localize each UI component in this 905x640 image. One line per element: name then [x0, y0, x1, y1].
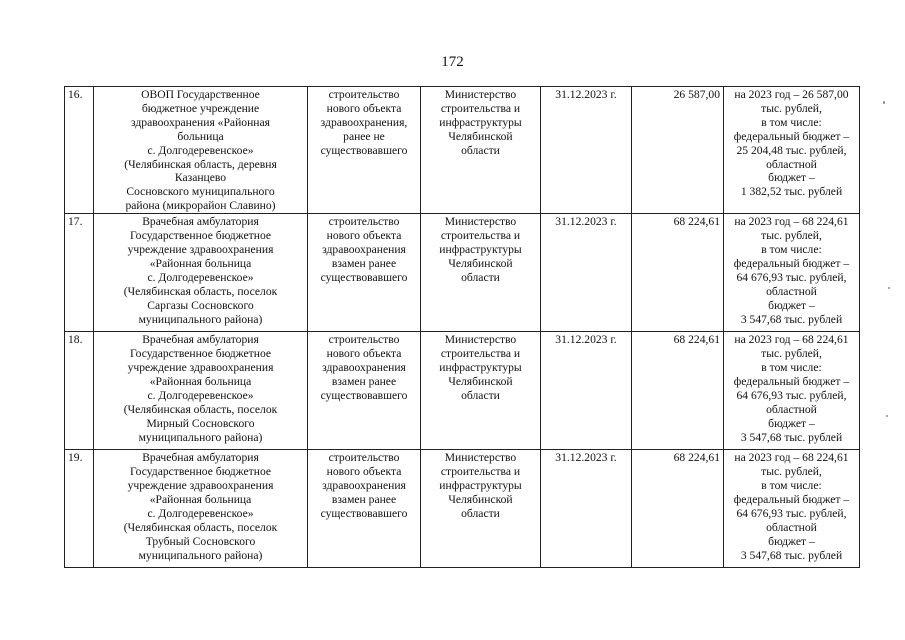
budget-breakdown-cell: на 2023 год – 68 224,61 тыс. рублей, в том числе: федеральный бюджет – 64 676,93 тыс. рублей, областной бюджет – 3 547,68 тыс. рублей	[724, 450, 860, 568]
responsible-ministry-cell: Министерство строительства и инфраструктуры Челябинской области	[421, 450, 541, 568]
scan-speck	[886, 415, 888, 417]
table-row	[65, 214, 860, 332]
deadline-date-cell: 31.12.2023 г.	[541, 214, 632, 332]
amount-cell: 68 224,61	[632, 214, 724, 332]
table-row	[65, 332, 860, 450]
deadline-date-cell: 31.12.2023 г.	[541, 87, 632, 214]
row-number-cell: 16.	[65, 87, 94, 214]
responsible-ministry-cell: Министерство строительства и инфраструктуры Челябинской области	[421, 87, 541, 214]
amount-cell: 26 587,00	[632, 87, 724, 214]
amount-cell: 68 224,61	[632, 332, 724, 450]
scan-speck	[883, 101, 885, 104]
page-number: 172	[441, 54, 464, 70]
deadline-date-cell: 31.12.2023 г.	[541, 450, 632, 568]
budget-breakdown-cell: на 2023 год – 68 224,61 тыс. рублей, в том числе: федеральный бюджет – 64 676,93 тыс. рублей, областной бюджет – 3 547,68 тыс. рублей	[724, 332, 860, 450]
construction-type-cell: строительство нового объекта здравоохранения взамен ранее существовавшего	[308, 214, 421, 332]
responsible-ministry-cell: Министерство строительства и инфраструктуры Челябинской области	[421, 332, 541, 450]
row-number-cell: 17.	[65, 214, 94, 332]
facility-name-cell: Врачебная амбулатория Государственное бюджетное учреждение здравоохранения «Районная больница с. Долгодеревенское» (Челябинская область, поселок Мирный Сосновского муниципального района)	[94, 332, 308, 450]
deadline-date-cell: 31.12.2023 г.	[541, 332, 632, 450]
construction-type-cell: строительство нового объекта здравоохранения взамен ранее существовавшего	[308, 450, 421, 568]
construction-type-cell: строительство нового объекта здравоохранения, ранее не существовавшего	[308, 87, 421, 214]
scan-speck	[888, 287, 890, 289]
facility-name-cell: Врачебная амбулатория Государственное бюджетное учреждение здравоохранения «Районная больница с. Долгодеревенское» (Челябинская область, поселок Трубный Сосновского муниципального района)	[94, 450, 308, 568]
facility-name-cell: ОВОП Государственное бюджетное учреждение здравоохранения «Районная больница с. Долгодеревенское» (Челябинская область, деревня Казанцево Сосновского муниципального района (микрорайон Славино)	[94, 87, 308, 214]
budget-breakdown-cell: на 2023 год – 68 224,61 тыс. рублей, в том числе: федеральный бюджет – 64 676,93 тыс. рублей, областной бюджет – 3 547,68 тыс. рублей	[724, 214, 860, 332]
responsible-ministry-cell: Министерство строительства и инфраструктуры Челябинской области	[421, 214, 541, 332]
row-number-cell: 18.	[65, 332, 94, 450]
amount-cell: 68 224,61	[632, 450, 724, 568]
row-number-cell: 19.	[65, 450, 94, 568]
facility-name-cell: Врачебная амбулатория Государственное бюджетное учреждение здравоохранения «Районная больница с. Долгодеревенское» (Челябинская область, поселок Саргазы Сосновского муниципального района)	[94, 214, 308, 332]
table-row	[65, 87, 860, 214]
construction-type-cell: строительство нового объекта здравоохранения взамен ранее существовавшего	[308, 332, 421, 450]
table-row	[65, 450, 860, 568]
budget-breakdown-cell: на 2023 год – 26 587,00 тыс. рублей, в том числе: федеральный бюджет – 25 204,48 тыс. рублей, областной бюджет – 1 382,52 тыс. рублей	[724, 87, 860, 214]
facilities-table	[64, 86, 860, 568]
